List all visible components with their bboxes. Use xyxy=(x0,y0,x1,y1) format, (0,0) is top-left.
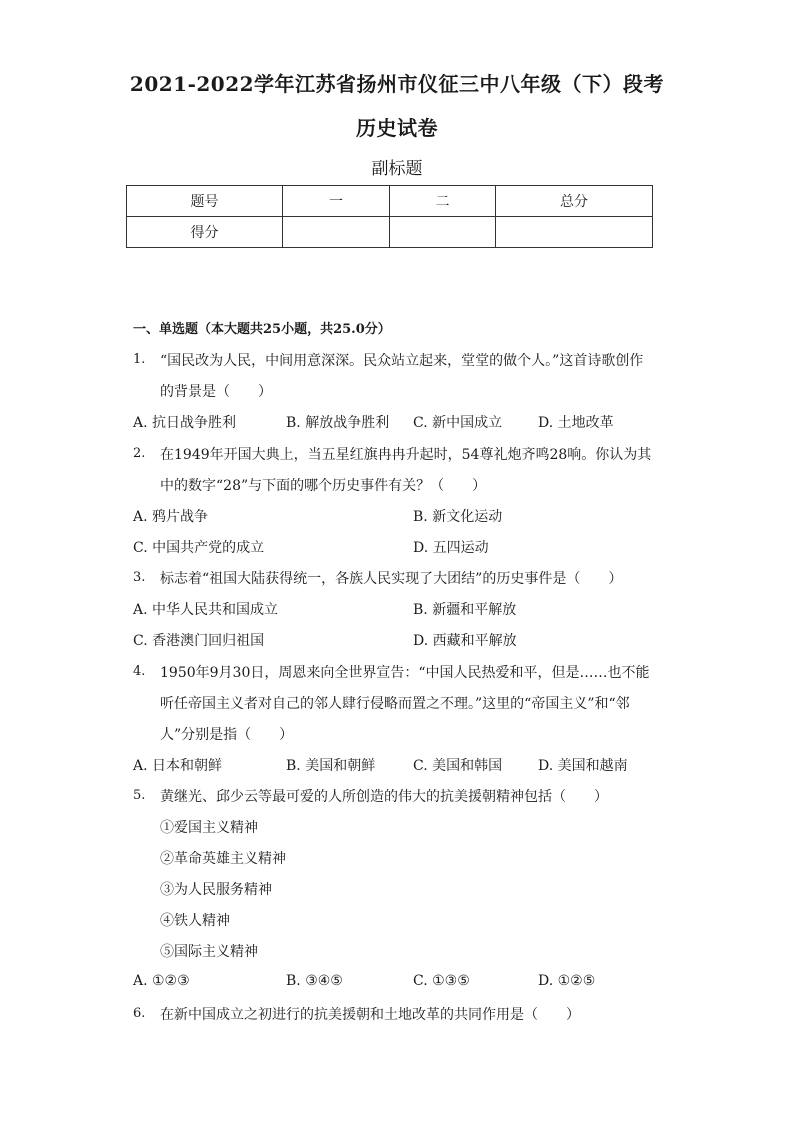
option-b: B. 新疆和平解放 xyxy=(413,602,517,618)
question-number: 2. xyxy=(133,446,146,461)
question-number: 1. xyxy=(133,352,146,367)
section-heading: 一、单选题（本大题共25小题，共25.0分） xyxy=(133,322,391,337)
option-a: A. 鸦片战争 xyxy=(133,509,209,525)
score-table-score-row xyxy=(127,217,653,248)
score-cell-blank xyxy=(390,217,496,248)
score-cell: 总分 xyxy=(496,186,653,217)
statement-item: ④铁人精神 xyxy=(160,913,230,929)
option-b: B. 美国和朝鲜 xyxy=(286,758,376,774)
question-text: “国民改为人民，中间用意深深。民众站立起来，堂堂的做个人。”这首诗歌创作 xyxy=(160,353,644,369)
statement-item: ②革命英雄主义精神 xyxy=(160,851,286,867)
exam-title-line2: 历史试卷 xyxy=(356,116,438,140)
question-text: 标志着“祖国大陆获得统一，各族人民实现了大团结”的历史事件是（ ） xyxy=(160,571,623,587)
question-text: 中的数字“28”与下面的哪个历史事件有关？（ ） xyxy=(160,478,487,494)
option-d: D. 美国和越南 xyxy=(538,758,628,774)
score-cell: 一 xyxy=(283,186,390,217)
option-c: C. ①③⑤ xyxy=(413,973,470,989)
question-number: 3. xyxy=(133,570,146,585)
option-d: D. 土地改革 xyxy=(538,415,614,431)
question-number: 6. xyxy=(133,1006,146,1021)
question-text: 在1949年开国大典上，当五星红旗冉冉升起时，54尊礼炮齐鸣28响。你认为其 xyxy=(160,447,652,463)
question-text: 的背景是（ ） xyxy=(160,384,272,400)
score-cell-blank xyxy=(496,217,653,248)
statement-item: ⑤国际主义精神 xyxy=(160,944,258,960)
option-c: C. 香港澳门回归祖国 xyxy=(133,633,265,649)
option-b: B. ③④⑤ xyxy=(286,973,343,989)
option-b: B. 解放战争胜利 xyxy=(286,415,390,431)
question-text: 黄继光、邱少云等最可爱的人所创造的伟大的抗美援朝精神包括（ ） xyxy=(160,789,608,805)
option-a: A. 中华人民共和国成立 xyxy=(133,602,279,618)
option-d: D. 五四运动 xyxy=(413,540,489,556)
option-b: B. 新文化运动 xyxy=(413,509,503,525)
option-d: D. ①②⑤ xyxy=(538,973,596,989)
score-cell-blank xyxy=(283,217,390,248)
question-number: 5. xyxy=(133,788,146,803)
question-text: 听任帝国主义者对自己的邻人肆行侵略而置之不理。”这里的“帝国主义”和“邻 xyxy=(160,696,630,712)
exam-title-line1: 2021-2022学年江苏省扬州市仪征三中八年级（下）段考 xyxy=(129,72,665,96)
option-a: A. 抗日战争胜利 xyxy=(133,415,237,431)
exam-subtitle: 副标题 xyxy=(371,159,423,179)
option-a: A. ①②③ xyxy=(133,973,190,989)
score-table xyxy=(126,185,653,248)
statement-item: ③为人民服务精神 xyxy=(160,882,272,898)
question-text: 人”分别是指（ ） xyxy=(160,727,294,743)
score-cell: 题号 xyxy=(127,186,283,217)
option-d: D. 西藏和平解放 xyxy=(413,633,517,649)
score-cell: 二 xyxy=(390,186,496,217)
option-a: A. 日本和朝鲜 xyxy=(133,758,223,774)
score-cell: 得分 xyxy=(127,217,283,248)
option-c: C. 中国共产党的成立 xyxy=(133,540,265,556)
statement-item: ①爱国主义精神 xyxy=(160,820,258,836)
question-text: 1950年9月30日，周恩来向全世界宣告：“中国人民热爱和平，但是……也不能 xyxy=(160,665,650,681)
score-table-header-row xyxy=(127,186,653,217)
question-text: 在新中国成立之初进行的抗美援朝和土地改革的共同作用是（ ） xyxy=(160,1007,580,1023)
option-c: C. 美国和韩国 xyxy=(413,758,503,774)
option-c: C. 新中国成立 xyxy=(413,415,503,431)
question-number: 4. xyxy=(133,664,146,679)
